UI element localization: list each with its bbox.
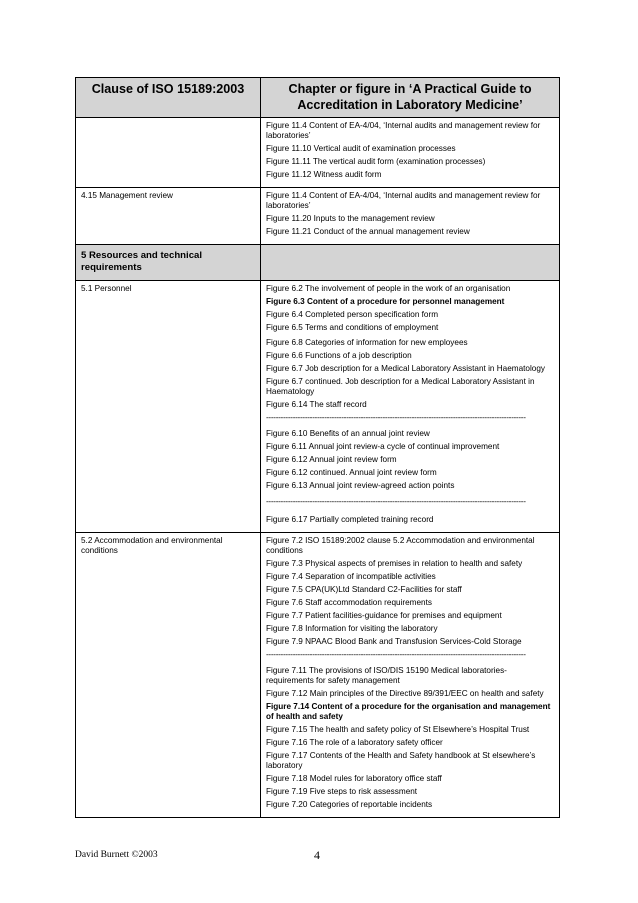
figure-item: Figure 7.17 Contents of the Health and Safety handbook at St elsewhere’s laboratory [266, 751, 536, 770]
figure-item: Figure 11.12 Witness audit form [266, 170, 382, 179]
figure-item: Figure 7.9 NPAAC Blood Bank and Transfusion Services-Cold Storage [266, 637, 522, 646]
figure-item: Figure 6.4 Completed person specification form [266, 310, 439, 319]
figure-item: Figure 6.10 Benefits of an annual joint review [266, 429, 430, 438]
figure-item: Figure 7.6 Staff accommodation requirements [266, 598, 432, 607]
section-title: 5 Resources and technical requirements [76, 245, 261, 281]
figure-item: Figure 6.5 Terms and conditions of employment [266, 323, 439, 332]
figure-item: Figure 6.2 The involvement of people in the work of an organisation [266, 284, 511, 293]
figure-item: Figure 6.7 Job description for a Medical Laboratory Assistant in Haematology [266, 364, 545, 373]
figure-item: Figure 11.10 Vertical audit of examination processes [266, 144, 456, 153]
figure-item: Figure 6.3 Content of a procedure for personnel management [266, 297, 505, 306]
figure-item: Figure 6.11 Annual joint review-a cycle of continual improvement [266, 442, 500, 451]
figure-item: Figure 6.8 Categories of information for new employees [266, 338, 468, 347]
figure-item: Figure 7.2 ISO 15189:2002 clause 5.2 Accommodation and environmental conditions [266, 536, 535, 555]
figure-item: Figure 11.11 The vertical audit form (examination processes) [266, 157, 486, 166]
figure-item: Figure 6.7 continued. Job description for a Medical Laboratory Assistant in Haematology [266, 377, 535, 396]
header-chapter-figure: Chapter or figure in ‘A Practical Guide to Accreditation in Laboratory Medicine’ [261, 78, 560, 118]
figure-item: Figure 7.12 Main principles of the Directive 89/391/EEC on health and safety [266, 689, 544, 698]
figure-item: Figure 7.18 Model rules for laboratory office staff [266, 774, 442, 783]
header-clause: Clause of ISO 15189:2003 [76, 78, 261, 118]
page-number: 4 [314, 848, 320, 862]
footer-author: David Burnett ©2003 [75, 850, 158, 860]
table-row [76, 118, 560, 188]
clause-cell: 4.15 Management review [76, 188, 261, 245]
figure-item: Figure 7.16 The role of a laboratory safety officer [266, 738, 443, 747]
clause-cell: 5.1 Personnel [76, 281, 261, 533]
clause-cell: 5.2 Accommodation and environmental conditions [76, 533, 261, 818]
figure-item: Figure 7.7 Patient facilities-guidance for premises and equipment [266, 611, 502, 620]
figure-item: Figure 7.19 Five steps to risk assessment [266, 787, 418, 796]
figure-item: Figure 11.4 Content of EA-4/04, ‘Internal audits and management review for laboratories’ [266, 191, 541, 210]
separator-line: ----------------------------------------------------------------------------------------------------------- [266, 650, 526, 659]
figure-item: Figure 7.15 The health and safety policy of St Elsewhere’s Hospital Trust [266, 725, 530, 734]
section-row [76, 245, 560, 281]
figure-item: Figure 7.4 Separation of incompatible activities [266, 572, 436, 581]
table-row [76, 281, 560, 533]
figure-item: Figure 7.3 Physical aspects of premises in relation to health and safety [266, 559, 523, 568]
figure-item: Figure 7.5 CPA(UK)Ltd Standard C2-Facilities for staff [266, 585, 462, 594]
figure-item: Figure 7.11 The provisions of ISO/DIS 15190 Medical laboratories-requirements for safety management [266, 666, 507, 685]
figure-item: Figure 11.4 Content of EA-4/04, ‘Internal audits and management review for laboratories’ [266, 121, 541, 140]
section-empty-cell [261, 245, 560, 281]
figures-cell [261, 188, 560, 245]
figure-item: Figure 6.14 The staff record [266, 400, 367, 409]
figures-cell [261, 281, 560, 533]
figure-item: Figure 11.21 Conduct of the annual management review [266, 227, 470, 236]
figure-item: Figure 6.12 continued. Annual joint review form [266, 468, 437, 477]
figures-cell [261, 533, 560, 818]
figure-item: Figure 6.6 Functions of a job description [266, 351, 412, 360]
figure-item: Figure 7.14 Content of a procedure for the organisation and management of health and safety [266, 702, 551, 721]
figure-item: Figure 6.13 Annual joint review-agreed action points [266, 481, 455, 490]
figure-item: Figure 7.8 Information for visiting the laboratory [266, 624, 438, 633]
separator-line: ----------------------------------------------------------------------------------------------------------- [266, 497, 526, 506]
figure-item: Figure 6.17 Partially completed training record [266, 515, 434, 524]
clause-cell [76, 118, 261, 188]
table-row [76, 533, 560, 818]
figure-item: Figure 7.20 Categories of reportable incidents [266, 800, 433, 809]
figure-item: Figure 11.20 Inputs to the management review [266, 214, 435, 223]
clause-mapping-table [75, 77, 560, 818]
figure-item: Figure 6.12 Annual joint review form [266, 455, 397, 464]
table-row [76, 188, 560, 245]
figures-cell [261, 118, 560, 188]
separator-line: ----------------------------------------------------------------------------------------------------------- [266, 413, 526, 422]
table-header-row [76, 78, 560, 118]
